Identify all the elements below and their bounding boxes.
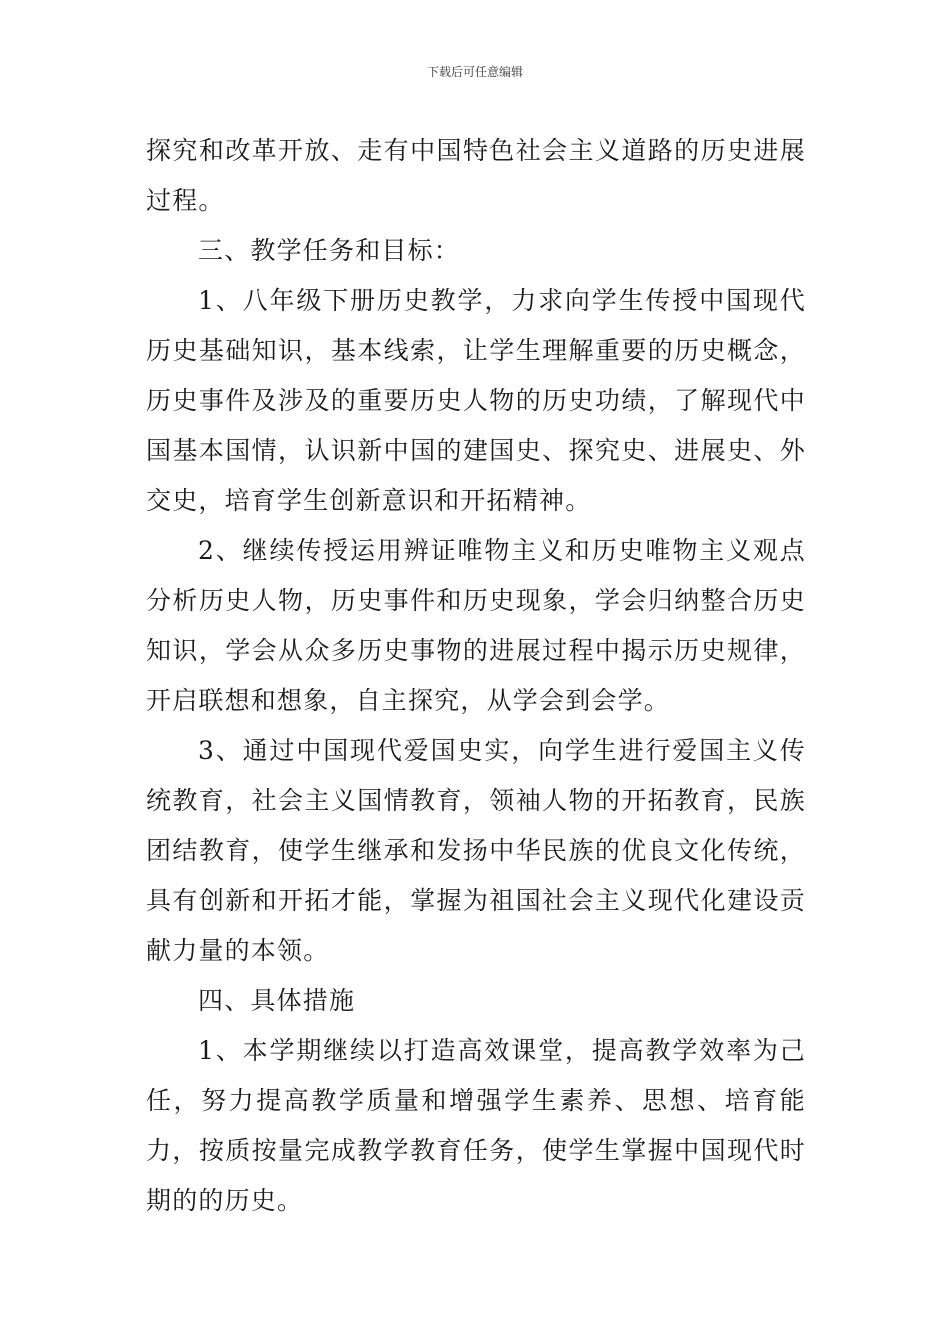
section-heading-measures: 四、具体措施 [198,986,356,1015]
paragraph-goal-1: 1、八年级下册历史教学，力求向学生传授中国现代历史基础知识，基本线索，让学生理解重要的历史概念，历史事件及涉及的重要历史人物的历史功绩，了解现代中国基本国情，认识新中国的建国史、探究史、进展史、外交史，培育学生创新意识和开拓精神。 [146,286,806,515]
section-heading-tasks-goals: 三、教学任务和目标： [198,236,461,265]
page-header: 下载后可任意编辑 [426,65,523,79]
paragraph-goal-3: 3、通过中国现代爱国史实，向学生进行爱国主义传统教育，社会主义国情教育，领袖人物的开拓教育，民族团结教育，使学生继承和发扬中华民族的优良文化传统，具有创新和开拓才能，掌握为祖国社会主义现代化建设贡献力量的本领。 [146,736,806,965]
paragraph-continuation: 探究和改革开放、走有中国特色社会主义道路的历史进展过程。 [146,136,806,215]
paragraph-goal-2: 2、继续传授运用辨证唯物主义和历史唯物主义观点分析历史人物，历史事件和历史现象，学会归纳整合历史知识，学会从众多历史事物的进展过程中揭示历史规律，开启联想和想象，自主探究，从学会到会学。 [146,536,806,715]
document-body [146,126,806,1226]
paragraph-measure-1: 1、本学期继续以打造高效课堂，提高教学效率为己任，努力提高教学质量和增强学生素养、思想、培育能力，按质按量完成教学教育任务，使学生掌握中国现代时期的的历史。 [146,1036,806,1215]
